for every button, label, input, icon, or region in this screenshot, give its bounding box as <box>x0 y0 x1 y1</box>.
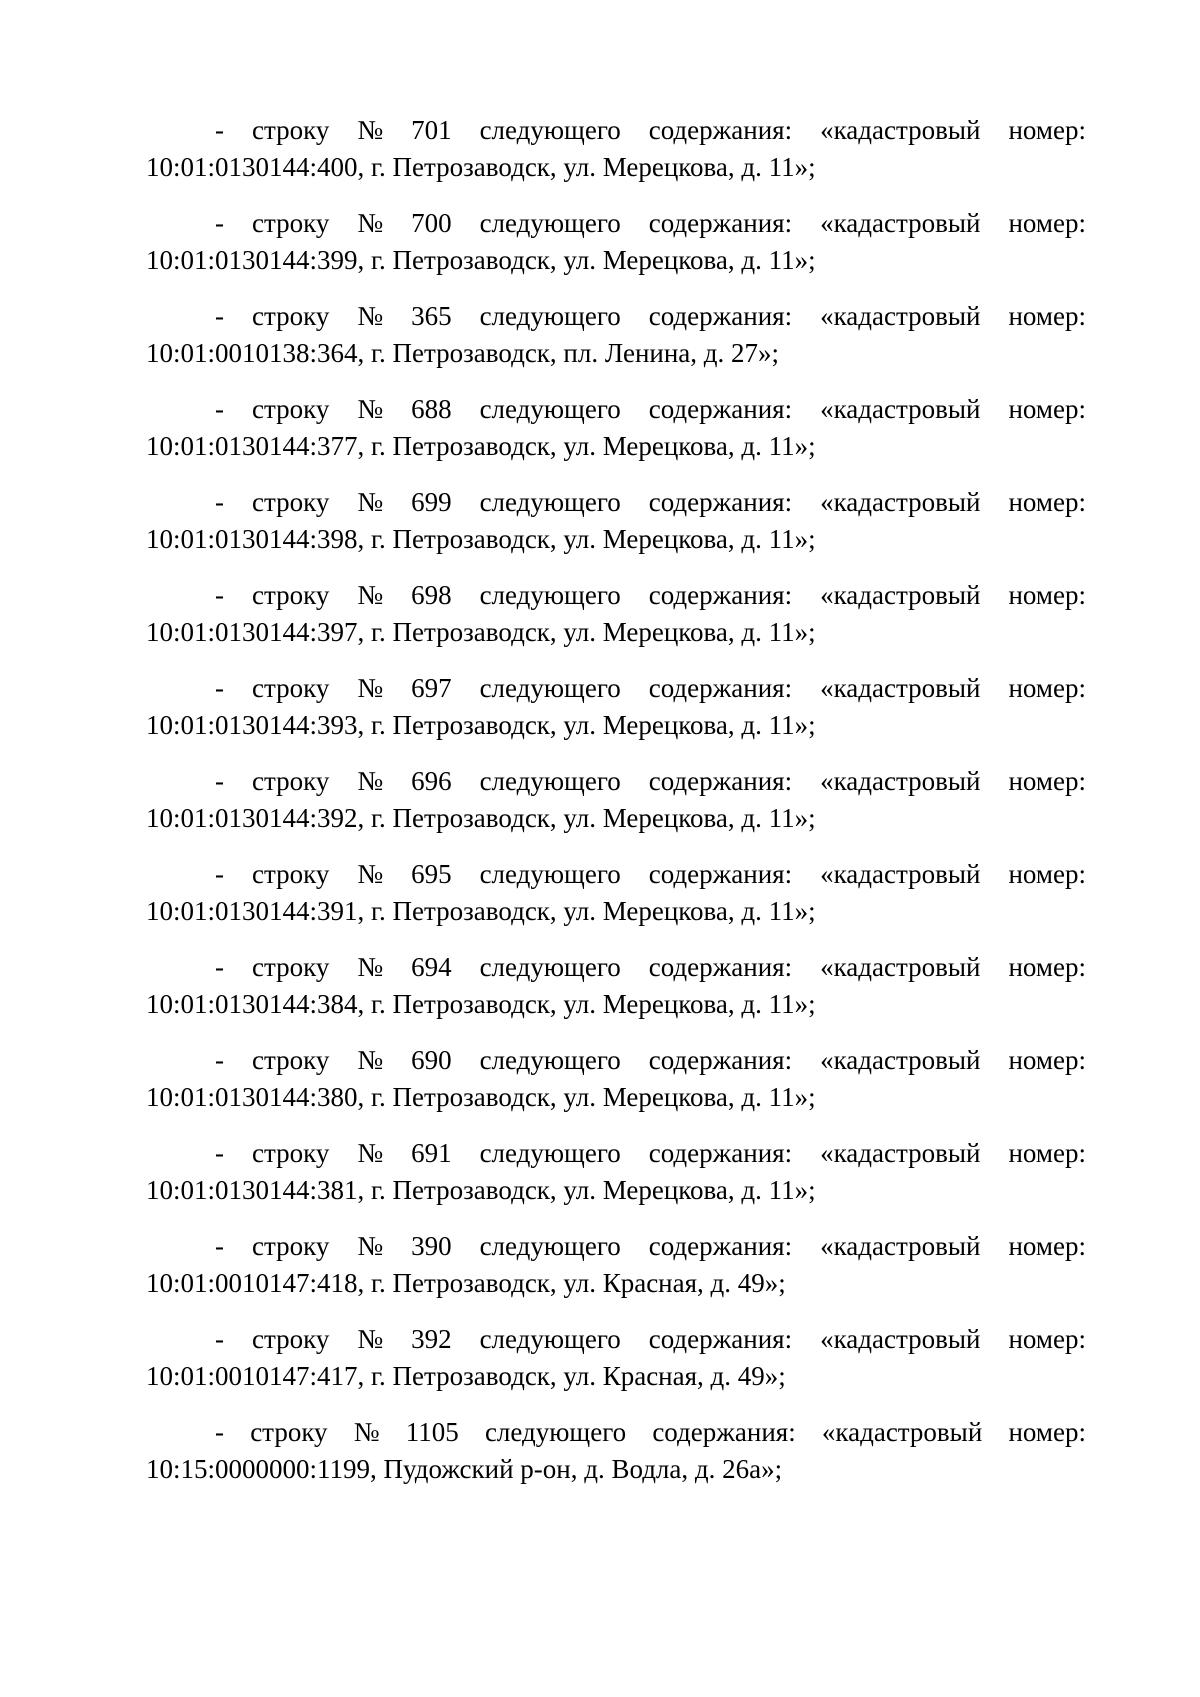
entry-num-sign: № <box>357 1045 384 1075</box>
entry-word-cadastral: «кадастровый <box>820 115 981 145</box>
entry-word-of: содержания: <box>648 487 793 517</box>
entry-number: 696 <box>411 766 452 796</box>
entry-number: 701 <box>411 115 452 145</box>
entry-first-line <box>146 205 1086 242</box>
entry-word-number: номер: <box>1008 859 1086 889</box>
entry-number: 700 <box>411 208 452 238</box>
entry-word-number: номер: <box>1008 1324 1086 1354</box>
entry-first-line <box>146 298 1086 335</box>
entry-cadastral-detail: 10:01:0010147:418, г. Петрозаводск, ул. Красная, д. 49»; <box>146 1268 786 1298</box>
list-item <box>146 1321 1086 1395</box>
entry-word-cadastral: «кадастровый <box>820 208 981 238</box>
list-item <box>146 112 1086 186</box>
entry-word-content: следующего <box>479 208 621 238</box>
list-item <box>146 205 1086 279</box>
entry-word-content: следующего <box>479 394 621 424</box>
entry-dash: - <box>215 115 224 145</box>
entry-word-number: номер: <box>1008 487 1086 517</box>
entry-word-row: строку <box>251 1231 330 1261</box>
entry-cadastral-detail: 10:01:0130144:397, г. Петрозаводск, ул. Мерецкова, д. 11»; <box>146 617 816 647</box>
entry-num-sign: № <box>357 859 384 889</box>
entry-dash: - <box>215 673 224 703</box>
entry-cadastral-detail: 10:01:0130144:392, г. Петрозаводск, ул. Мерецкова, д. 11»; <box>146 803 816 833</box>
entry-word-row: строку <box>251 394 330 424</box>
entry-word-row: строку <box>251 952 330 982</box>
entry-word-content: следующего <box>479 673 621 703</box>
entry-word-of: содержания: <box>648 1045 793 1075</box>
entry-number: 365 <box>411 301 452 331</box>
entry-number: 697 <box>411 673 452 703</box>
entry-word-cadastral: «кадастровый <box>820 1138 981 1168</box>
entry-word-number: номер: <box>1008 115 1086 145</box>
list-item <box>146 1228 1086 1302</box>
entry-num-sign: № <box>357 1324 384 1354</box>
entry-num-sign: № <box>353 1417 380 1447</box>
entry-num-sign: № <box>357 487 384 517</box>
entry-num-sign: № <box>357 394 384 424</box>
entry-word-number: номер: <box>1008 580 1086 610</box>
entry-cadastral-detail: 10:01:0010138:364, г. Петрозаводск, пл. Ленина, д. 27»; <box>146 338 780 368</box>
entry-word-of: содержания: <box>648 766 793 796</box>
list-item <box>146 391 1086 465</box>
entry-dash: - <box>215 1138 224 1168</box>
entry-cadastral-detail: 10:01:0130144:391, г. Петрозаводск, ул. Мерецкова, д. 11»; <box>146 896 816 926</box>
entry-num-sign: № <box>357 1138 384 1168</box>
list-item <box>146 298 1086 372</box>
entry-first-line <box>146 1321 1086 1358</box>
entry-dash: - <box>215 952 224 982</box>
entry-number: 392 <box>411 1324 452 1354</box>
entry-word-content: следующего <box>479 1324 621 1354</box>
entry-word-cadastral: «кадастровый <box>821 1417 983 1447</box>
entry-num-sign: № <box>357 952 384 982</box>
entry-word-cadastral: «кадастровый <box>820 394 981 424</box>
entry-word-of: содержания: <box>648 1324 793 1354</box>
list-item <box>146 949 1086 1023</box>
entry-word-row: строку <box>251 766 330 796</box>
entry-word-row: строку <box>251 487 330 517</box>
document-page <box>146 112 1086 1507</box>
entry-word-of: содержания: <box>648 115 793 145</box>
entry-word-row: строку <box>251 859 330 889</box>
entry-word-number: номер: <box>1008 208 1086 238</box>
entry-word-cadastral: «кадастровый <box>820 580 981 610</box>
entry-first-line <box>146 391 1086 428</box>
entry-word-content: следующего <box>479 766 621 796</box>
entry-dash: - <box>215 766 224 796</box>
entry-dash: - <box>215 394 224 424</box>
entry-word-row: строку <box>251 580 330 610</box>
entry-word-number: номер: <box>1008 1138 1086 1168</box>
entry-word-row: строку <box>251 115 330 145</box>
entry-number: 698 <box>411 580 452 610</box>
entry-word-number: номер: <box>1008 673 1086 703</box>
entry-word-cadastral: «кадастровый <box>820 1045 981 1075</box>
entry-word-number: номер: <box>1008 952 1086 982</box>
entry-word-content: следующего <box>479 301 621 331</box>
entry-num-sign: № <box>357 115 384 145</box>
entry-first-line <box>146 856 1086 893</box>
entry-word-content: следующего <box>479 1045 621 1075</box>
entry-first-line <box>146 1135 1086 1172</box>
entry-word-of: содержания: <box>648 1138 793 1168</box>
entry-word-of: содержания: <box>648 301 793 331</box>
entry-word-of: содержания: <box>648 1231 793 1261</box>
entry-number: 691 <box>411 1138 452 1168</box>
entry-first-line <box>146 1042 1086 1079</box>
entry-cadastral-detail: 10:01:0130144:393, г. Петрозаводск, ул. Мерецкова, д. 11»; <box>146 710 816 740</box>
entry-first-line <box>146 484 1086 521</box>
entry-cadastral-detail: 10:01:0010147:417, г. Петрозаводск, ул. Красная, д. 49»; <box>146 1361 786 1391</box>
entry-dash: - <box>215 1417 224 1447</box>
entry-cadastral-detail: 10:01:0130144:399, г. Петрозаводск, ул. Мерецкова, д. 11»; <box>146 245 816 275</box>
entry-word-content: следующего <box>479 580 621 610</box>
entry-number: 694 <box>411 952 452 982</box>
entry-word-row: строку <box>251 301 330 331</box>
entry-dash: - <box>215 580 224 610</box>
entry-dash: - <box>215 1324 224 1354</box>
entry-number: 390 <box>411 1231 452 1261</box>
entry-number: 688 <box>411 394 452 424</box>
entry-dash: - <box>215 208 224 238</box>
entry-word-row: строку <box>251 673 330 703</box>
entry-word-of: содержания: <box>648 673 793 703</box>
entry-word-cadastral: «кадастровый <box>820 859 981 889</box>
entry-num-sign: № <box>357 208 384 238</box>
entry-cadastral-detail: 10:01:0130144:384, г. Петрозаводск, ул. Мерецкова, д. 11»; <box>146 989 816 1019</box>
entry-word-content: следующего <box>484 1417 627 1447</box>
entry-cadastral-detail: 10:01:0130144:377, г. Петрозаводск, ул. Мерецкова, д. 11»; <box>146 431 816 461</box>
entry-num-sign: № <box>357 766 384 796</box>
entry-dash: - <box>215 1045 224 1075</box>
entry-word-number: номер: <box>1008 1045 1086 1075</box>
entry-cadastral-detail: 10:15:0000000:1199, Пудожский р-он, д. Водла, д. 26а»; <box>146 1454 783 1484</box>
entry-word-cadastral: «кадастровый <box>820 1231 981 1261</box>
entry-cadastral-detail: 10:01:0130144:398, г. Петрозаводск, ул. Мерецкова, д. 11»; <box>146 524 816 554</box>
entry-word-number: номер: <box>1008 1417 1086 1447</box>
entry-dash: - <box>215 859 224 889</box>
entry-first-line <box>146 670 1086 707</box>
list-item <box>146 1414 1086 1488</box>
list-item <box>146 763 1086 837</box>
entry-word-of: содержания: <box>648 208 793 238</box>
entry-first-line <box>146 577 1086 614</box>
entry-word-row: строку <box>251 1045 330 1075</box>
list-item <box>146 577 1086 651</box>
entry-word-of: содержания: <box>652 1417 796 1447</box>
entry-word-number: номер: <box>1008 1231 1086 1261</box>
entry-number: 695 <box>411 859 452 889</box>
list-item <box>146 670 1086 744</box>
entry-word-cadastral: «кадастровый <box>820 673 981 703</box>
entry-num-sign: № <box>357 673 384 703</box>
entry-dash: - <box>215 487 224 517</box>
entry-word-cadastral: «кадастровый <box>820 766 981 796</box>
entry-num-sign: № <box>357 580 384 610</box>
entry-first-line <box>146 112 1086 149</box>
entry-word-number: номер: <box>1008 301 1086 331</box>
entry-word-cadastral: «кадастровый <box>820 487 981 517</box>
entry-word-of: содержания: <box>648 580 793 610</box>
entry-word-cadastral: «кадастровый <box>820 301 981 331</box>
entry-word-content: следующего <box>479 115 621 145</box>
entry-word-cadastral: «кадастровый <box>820 952 981 982</box>
entry-word-row: строку <box>251 208 330 238</box>
entry-first-line <box>146 949 1086 986</box>
entry-dash: - <box>215 1231 224 1261</box>
list-item <box>146 856 1086 930</box>
entry-word-content: следующего <box>479 487 621 517</box>
entry-word-number: номер: <box>1008 394 1086 424</box>
entry-first-line <box>146 1228 1086 1265</box>
entry-word-row: строку <box>250 1417 328 1447</box>
entry-cadastral-detail: 10:01:0130144:380, г. Петрозаводск, ул. Мерецкова, д. 11»; <box>146 1082 816 1112</box>
entry-word-of: содержания: <box>648 952 793 982</box>
list-item <box>146 1042 1086 1116</box>
entry-first-line <box>146 763 1086 800</box>
entry-num-sign: № <box>357 301 384 331</box>
entry-dash: - <box>215 301 224 331</box>
entry-word-number: номер: <box>1008 766 1086 796</box>
entry-word-content: следующего <box>479 1138 621 1168</box>
entry-first-line <box>146 1414 1086 1451</box>
entry-word-content: следующего <box>479 859 621 889</box>
entry-number: 1105 <box>405 1417 459 1447</box>
entry-word-row: строку <box>251 1138 330 1168</box>
entry-word-row: строку <box>251 1324 330 1354</box>
entry-word-cadastral: «кадастровый <box>820 1324 981 1354</box>
entry-num-sign: № <box>357 1231 384 1261</box>
entry-cadastral-detail: 10:01:0130144:400, г. Петрозаводск, ул. Мерецкова, д. 11»; <box>146 152 816 182</box>
entry-number: 690 <box>411 1045 452 1075</box>
entry-cadastral-detail: 10:01:0130144:381, г. Петрозаводск, ул. Мерецкова, д. 11»; <box>146 1175 816 1205</box>
entry-word-content: следующего <box>479 952 621 982</box>
entry-number: 699 <box>411 487 452 517</box>
entry-word-of: содержания: <box>648 859 793 889</box>
list-item <box>146 484 1086 558</box>
list-item <box>146 1135 1086 1209</box>
entry-word-of: содержания: <box>648 394 793 424</box>
entry-word-content: следующего <box>479 1231 621 1261</box>
